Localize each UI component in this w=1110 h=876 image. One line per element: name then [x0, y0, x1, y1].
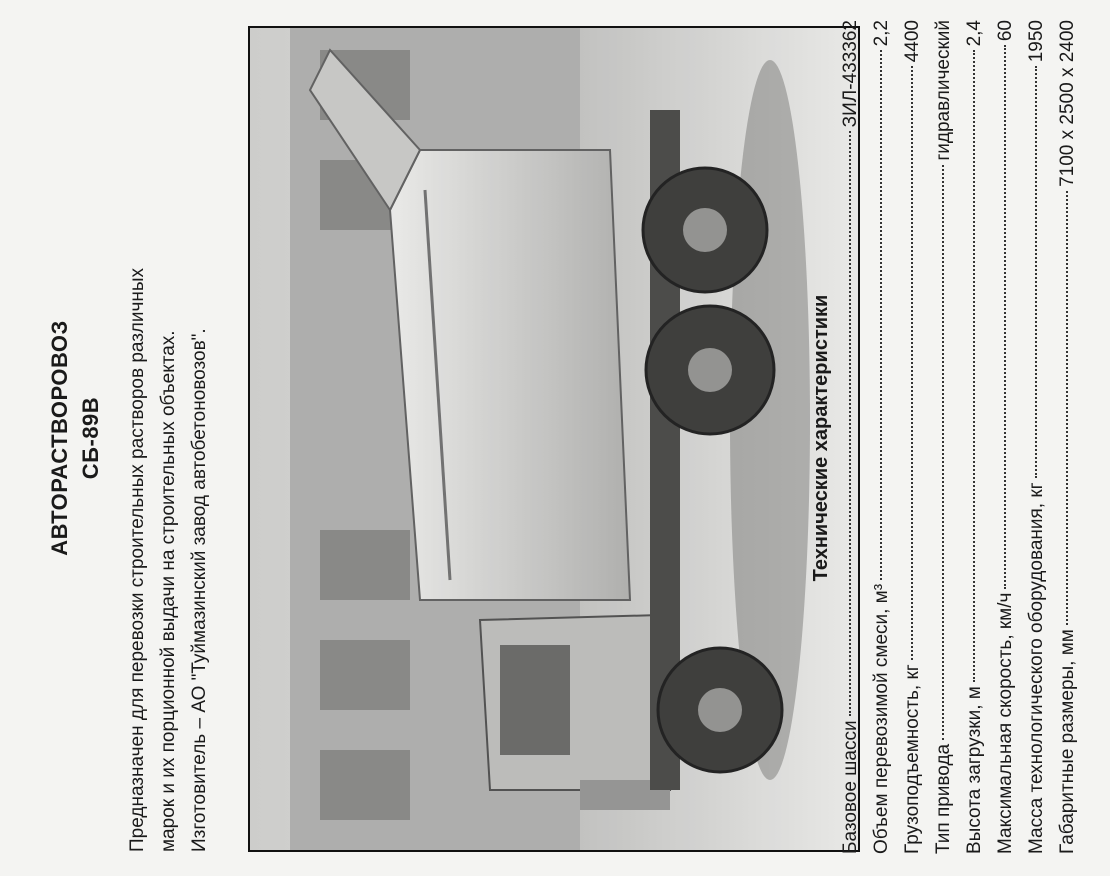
document-title	[44, 0, 106, 876]
spec-value: 2,2	[871, 20, 892, 47]
truck-photo-illustration	[250, 28, 858, 850]
spec-row	[933, 20, 964, 854]
title-line-2: СБ-89В	[78, 396, 103, 480]
spec-label: Базовое шасси	[840, 720, 861, 854]
spec-value: 60	[995, 20, 1016, 42]
leader-dots	[1066, 191, 1068, 625]
intro-line-2: марок и их порционной выдачи на строительных объектах.	[158, 330, 179, 852]
spec-label: Объем перевозимой смеси, м³	[871, 583, 892, 854]
spec-label: Грузоподъемность, кг	[902, 664, 923, 854]
intro-paragraph	[122, 22, 215, 852]
spec-value: 4400	[902, 20, 923, 63]
intro-line-1: Предназначен для перевозки строительных растворов различных	[127, 267, 148, 852]
spec-value: гидравлический	[933, 20, 954, 161]
leader-dots	[1035, 66, 1037, 478]
spec-row	[1026, 20, 1057, 854]
intro-line-3: Изготовитель – АО "Туймазинский завод автобетоновозов".	[189, 328, 210, 852]
spec-label: Максимальная скорость, км/ч	[995, 592, 1016, 854]
spec-row	[1057, 20, 1088, 854]
spec-value: ЗИЛ-433362	[840, 20, 861, 128]
spec-row	[840, 20, 871, 854]
spec-label: Тип привода	[933, 743, 954, 854]
spec-row	[995, 20, 1026, 854]
leader-dots	[973, 50, 975, 682]
spec-value: 2,4	[964, 20, 985, 47]
spec-row	[964, 20, 995, 854]
spec-value: 7100 х 2500 х 2400	[1057, 20, 1078, 187]
leader-dots	[849, 131, 851, 716]
leader-dots	[911, 66, 913, 660]
spec-value: 1950	[1026, 20, 1047, 63]
leader-dots	[880, 50, 882, 580]
leader-dots	[1004, 45, 1006, 588]
specs-heading: Технические характеристики	[810, 294, 832, 582]
specs-list	[840, 20, 1088, 854]
spec-row	[902, 20, 933, 854]
spec-row	[871, 20, 902, 854]
title-line-1: АВТОРАСТВОРОВОЗ	[47, 320, 72, 556]
leader-dots	[942, 165, 944, 740]
spec-label: Высота загрузки, м	[964, 686, 985, 854]
spec-label: Габаритные размеры, мм	[1057, 629, 1078, 854]
truck-photo	[248, 26, 860, 852]
spec-label: Масса технологического оборудования, кг	[1026, 482, 1047, 854]
